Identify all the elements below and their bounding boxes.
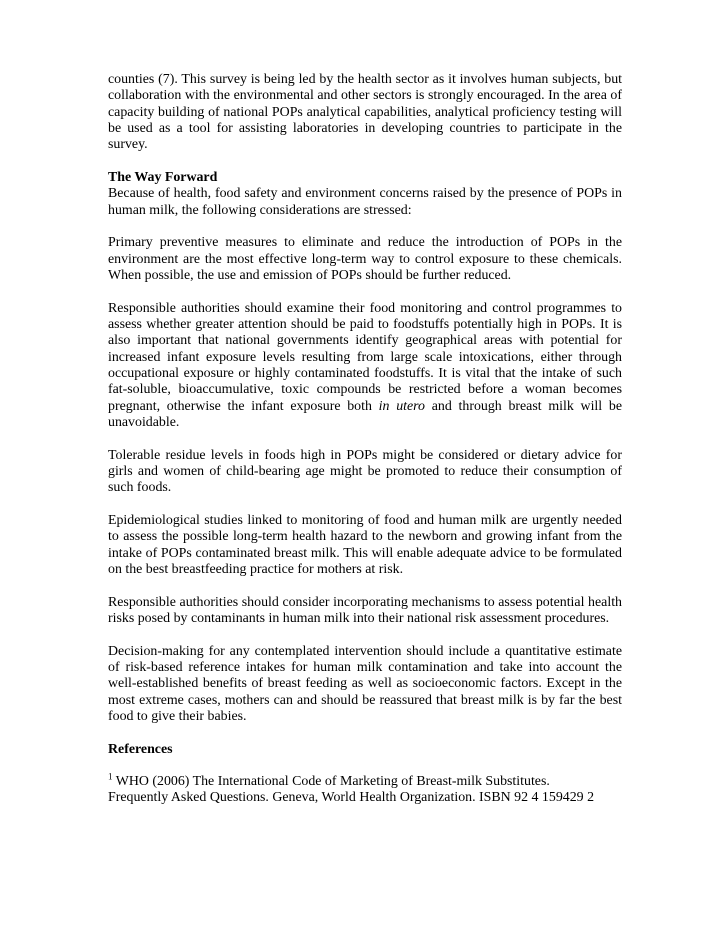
paragraph-food-monitoring-text: Responsible authorities should examine their food monitoring and control programmes to assess whether greater attention should be paid to foodstuffs potentially high in POPs. It is also important that national governments identify geographical areas with potential for increased infant exposure levels resulting from large scale intoxications, either through occupational exposure or highly contaminated foodstuffs. It is vital that the intake of such fat-soluble, bioaccumulative, toxic compounds be restricted before a woman becomes pregnant, otherwise the infant exposure both	[108, 300, 622, 414]
reference-marker: 1	[108, 771, 113, 782]
paragraph-considerations: Because of health, food safety and environment concerns raised by the presence of POPs in human milk, the following considerations are stressed:	[108, 186, 622, 218]
reference-line-1: WHO (2006) The International Code of Marketing of Breast-milk Substitutes.	[112, 774, 550, 790]
paragraph-survey: counties (7). This survey is being led by the health sector as it involves human subjects, but collaboration with the environmental and other sectors is strongly encouraged. In the area of capacity building of national POPs analytical capabilities, analytical proficiency testing will be used as a tool for assisting laboratories in developing countries to participate in the survey.	[108, 72, 622, 153]
paragraph-preventive-measures: Primary preventive measures to eliminate and reduce the introduction of POPs in the environment are the most effective long-term way to control exposure to these chemicals. When possible, the use and emission of POPs should be further reduced.	[108, 235, 622, 283]
references-heading: References	[108, 741, 173, 757]
paragraph-food-monitoring-end: and through breast milk will be unavoidable.	[108, 398, 622, 430]
reference-item	[108, 771, 622, 807]
paragraph-decision-making: Decision-making for any contemplated intervention should include a quantitative estimate of risk-based reference intakes for human milk contamination and take into account the well-established benefits of breast feeding as well as socioeconomic factors. Except in the most extreme cases, mothers can and should be reassured that breast milk is by far the best food to give their babies.	[108, 643, 622, 724]
section-heading-way-forward: The Way Forward	[108, 169, 218, 185]
paragraph-food-monitoring	[108, 301, 622, 431]
paragraph-residue-levels: Tolerable residue levels in foods high in POPs might be considered or dietary advice for girls and women of child-bearing age might be promoted to reduce their consumption of such foods.	[108, 447, 622, 496]
document-page	[108, 72, 622, 807]
paragraph-risk-assessment: Responsible authorities should consider incorporating mechanisms to assess potential health risks posed by contaminants in human milk into their national risk assessment procedures.	[108, 594, 622, 627]
italic-in-utero: in utero	[378, 398, 425, 414]
reference-line-2: Frequently Asked Questions. Geneva, World Health Organization. ISBN 92 4 159429 2	[108, 790, 595, 806]
paragraph-epidemiological-studies: Epidemiological studies linked to monitoring of food and human milk are urgently needed to assess the possible long-term health hazard to the newborn and growing infant from the intake of POPs contaminated breast milk. This will enable adequate advice to be formulated on the best breastfeeding practice for mothers at risk.	[108, 513, 622, 577]
